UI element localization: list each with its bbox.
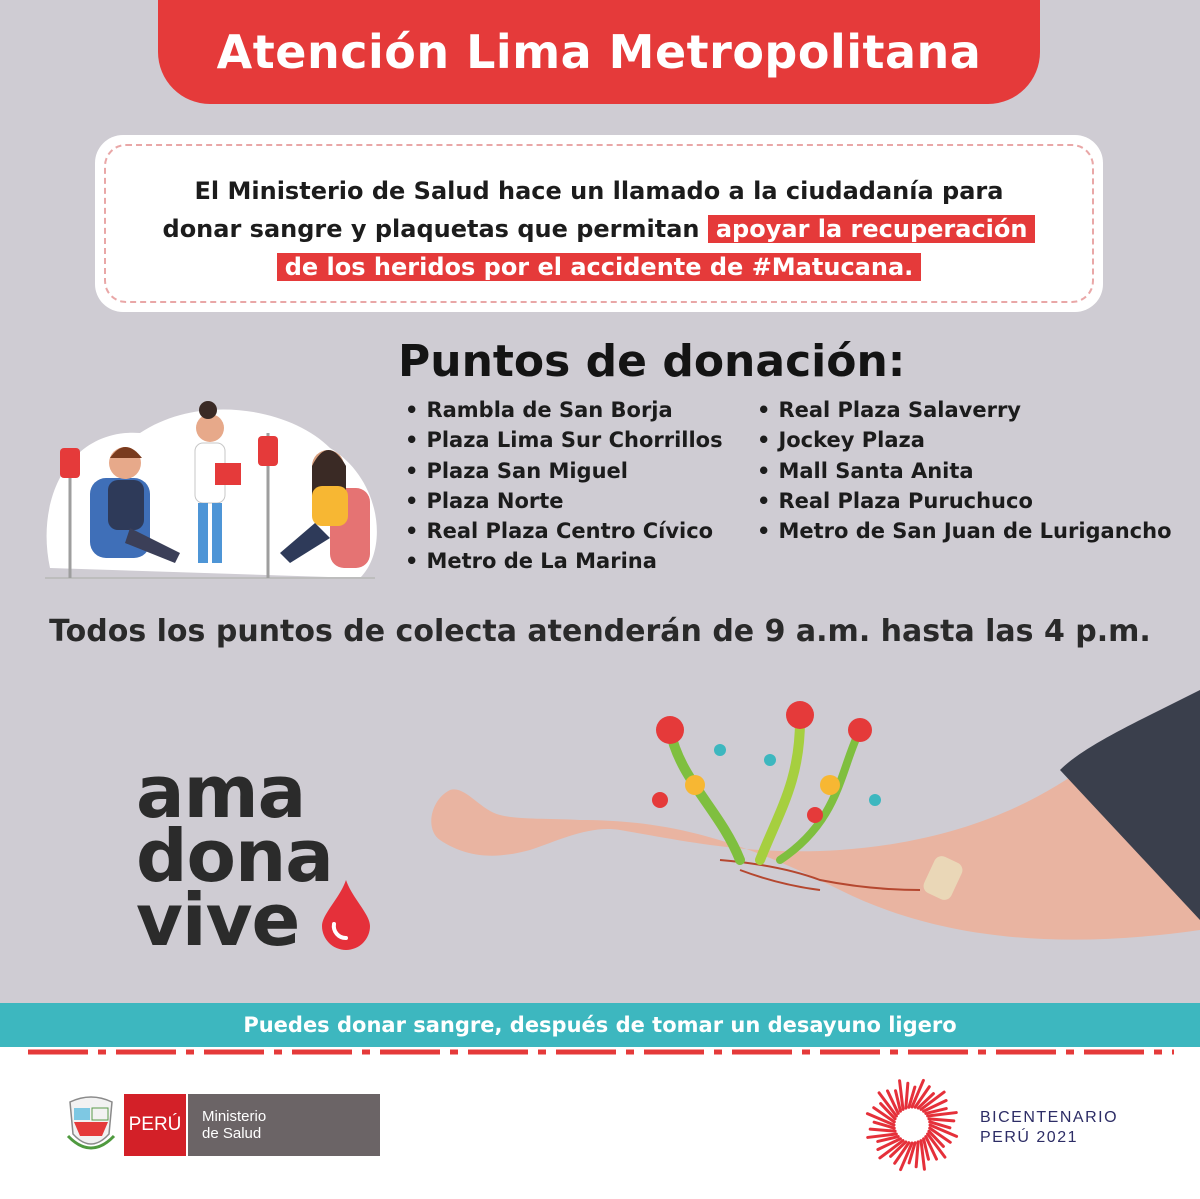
arm-illustration xyxy=(420,690,1200,990)
bicentenario-ray xyxy=(916,1142,918,1167)
donation-point: • Metro de San Juan de Lurigancho xyxy=(757,516,1172,546)
donation-point: • Real Plaza Salaverry xyxy=(757,395,1172,425)
donation-point: • Jockey Plaza xyxy=(757,425,1172,455)
bicentenario-line-1: BICENTENARIO xyxy=(980,1109,1119,1126)
blood-donation-illustration xyxy=(30,388,390,588)
intro-line-2: donar sangre y plaquetas que permitan xyxy=(162,215,708,243)
footer-banner-text: Puedes donar sangre, después de tomar un desayuno ligero xyxy=(243,1013,957,1037)
donation-point: • Plaza Lima Sur Chorrillos xyxy=(405,425,723,455)
intro-box xyxy=(95,135,1103,312)
donation-points-list-right xyxy=(757,395,1172,546)
ministry-logo xyxy=(62,1090,382,1160)
bicentenario-ray xyxy=(870,1129,895,1131)
donation-points-list-left xyxy=(405,395,723,577)
bicentenario-text xyxy=(980,1108,1118,1148)
donation-point: • Plaza San Miguel xyxy=(405,456,723,486)
campaign-word-ama: ama xyxy=(136,750,306,834)
donation-point: • Rambla de San Borja xyxy=(405,395,723,425)
donation-point: • Real Plaza Puruchuco xyxy=(757,486,1172,516)
campaign-logo xyxy=(136,750,333,962)
blood-drop-icon xyxy=(318,878,374,950)
intro-text xyxy=(115,172,1083,286)
page-title: Atención Lima Metropolitana xyxy=(216,25,982,79)
donation-point: • Metro de La Marina xyxy=(405,546,723,576)
donation-point: • Plaza Norte xyxy=(405,486,723,516)
donation-points-title: Puntos de donación: xyxy=(398,336,906,387)
ministry-line-1: Ministerio xyxy=(202,1108,267,1125)
intro-highlight-1: apoyar la recuperación xyxy=(708,215,1036,243)
footer-divider xyxy=(28,1049,1174,1055)
intro-line-1: El Ministerio de Salud hace un llamado a la ciudadanía para xyxy=(194,177,1004,205)
bicentenario-ray xyxy=(906,1083,908,1108)
campaign-word-vive: vive xyxy=(136,878,300,962)
bicentenario-ray xyxy=(929,1119,954,1121)
campaign-word-dona: dona xyxy=(136,814,333,898)
ministry-line-2: de Salud xyxy=(202,1125,262,1142)
ministry-label xyxy=(188,1094,380,1156)
donation-point: • Mall Santa Anita xyxy=(757,456,1172,486)
footer-banner xyxy=(0,1003,1200,1047)
schedule-text: Todos los puntos de colecta atenderán de 9 a.m. hasta las 4 p.m. xyxy=(49,614,1151,649)
bicentenario-line-2: PERÚ 2021 xyxy=(980,1129,1078,1146)
bicentenario-logo-icon xyxy=(862,1075,962,1175)
peru-coat-of-arms-icon xyxy=(62,1092,120,1156)
header-banner xyxy=(158,0,1040,104)
intro-highlight-2: de los heridos por el accidente de #Matucana. xyxy=(277,253,922,281)
peru-label: PERÚ xyxy=(124,1094,186,1156)
donation-point: • Real Plaza Centro Cívico xyxy=(405,516,723,546)
